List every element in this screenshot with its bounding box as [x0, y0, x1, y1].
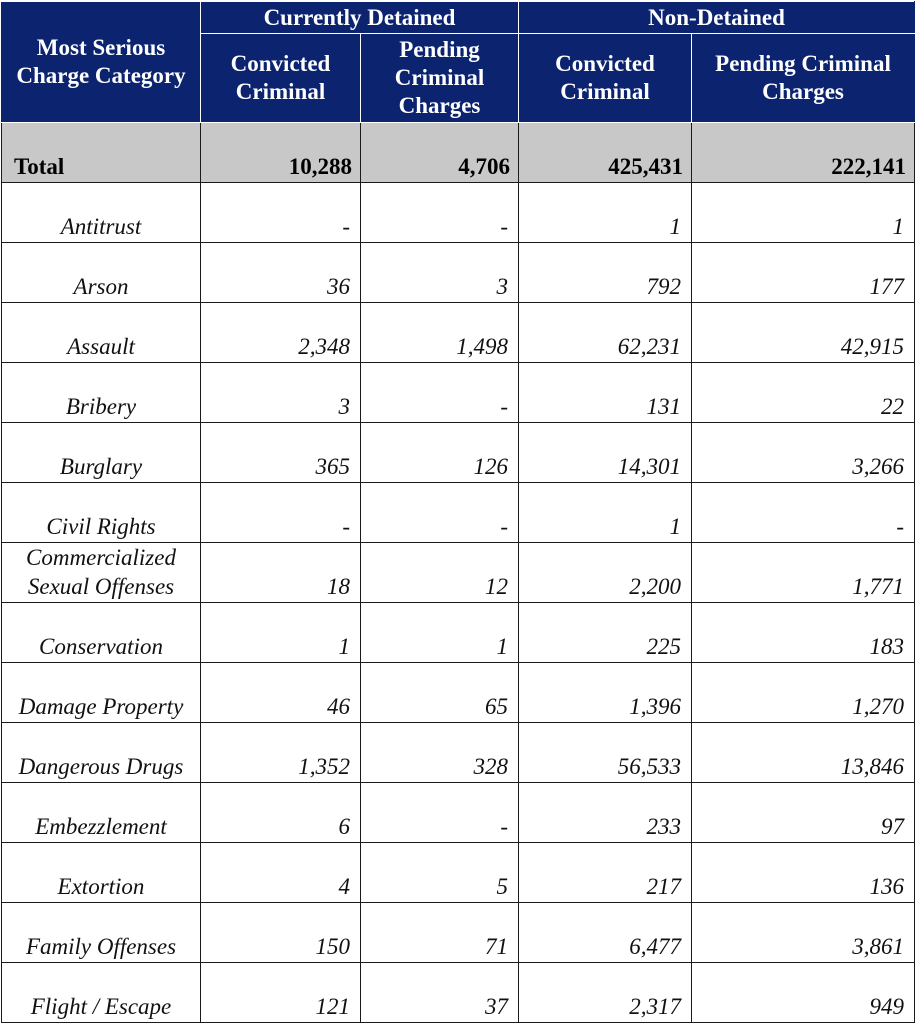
- table-row: [2, 843, 915, 903]
- total-nondetained-convicted: 425,431: [519, 123, 692, 183]
- cell-nondetained-convicted: 2,317: [519, 963, 692, 1023]
- cell-detained-pending: -: [361, 363, 519, 423]
- cell-nondetained-convicted: 1: [519, 483, 692, 543]
- cell-nondetained-pending: 1,771: [692, 543, 915, 603]
- total-detained-convicted: 10,288: [201, 123, 361, 183]
- cell-nondetained-convicted: 14,301: [519, 423, 692, 483]
- cell-detained-convicted: 1,352: [201, 723, 361, 783]
- cell-detained-convicted: 6: [201, 783, 361, 843]
- cell-nondetained-pending: 97: [692, 783, 915, 843]
- total-label: Total: [2, 123, 201, 183]
- cell-detained-convicted: 4: [201, 843, 361, 903]
- cell-detained-convicted: -: [201, 183, 361, 243]
- header-col-nondetained-convicted: Convicted Criminal: [519, 34, 692, 123]
- cell-detained-convicted: 2,348: [201, 303, 361, 363]
- row-label: Assault: [2, 303, 201, 363]
- header-col-nondetained-pending: Pending Criminal Charges: [692, 34, 915, 123]
- total-nondetained-pending: 222,141: [692, 123, 915, 183]
- table-row: [2, 303, 915, 363]
- charges-table: [1, 1, 915, 1023]
- table-body: [2, 123, 915, 1023]
- row-label: Arson: [2, 243, 201, 303]
- cell-nondetained-pending: 949: [692, 963, 915, 1023]
- cell-detained-convicted: 1: [201, 603, 361, 663]
- table-header: [2, 2, 915, 123]
- cell-nondetained-convicted: 225: [519, 603, 692, 663]
- cell-nondetained-convicted: 2,200: [519, 543, 692, 603]
- cell-nondetained-pending: 22: [692, 363, 915, 423]
- cell-nondetained-pending: -: [692, 483, 915, 543]
- table-row: [2, 183, 915, 243]
- cell-nondetained-convicted: 217: [519, 843, 692, 903]
- cell-nondetained-pending: 42,915: [692, 303, 915, 363]
- cell-detained-pending: 71: [361, 903, 519, 963]
- cell-detained-convicted: 365: [201, 423, 361, 483]
- cell-detained-convicted: 150: [201, 903, 361, 963]
- cell-nondetained-convicted: 56,533: [519, 723, 692, 783]
- row-label: Bribery: [2, 363, 201, 423]
- cell-detained-pending: -: [361, 183, 519, 243]
- cell-detained-pending: 3: [361, 243, 519, 303]
- row-label: Extortion: [2, 843, 201, 903]
- row-label: Antitrust: [2, 183, 201, 243]
- cell-nondetained-convicted: 233: [519, 783, 692, 843]
- cell-nondetained-pending: 177: [692, 243, 915, 303]
- cell-detained-pending: 65: [361, 663, 519, 723]
- cell-detained-pending: 12: [361, 543, 519, 603]
- cell-detained-pending: -: [361, 783, 519, 843]
- row-label: Burglary: [2, 423, 201, 483]
- table-row: [2, 483, 915, 543]
- cell-nondetained-convicted: 62,231: [519, 303, 692, 363]
- cell-nondetained-convicted: 1,396: [519, 663, 692, 723]
- header-group-non-detained: Non-Detained: [519, 2, 915, 34]
- cell-detained-pending: 37: [361, 963, 519, 1023]
- cell-nondetained-pending: 1,270: [692, 663, 915, 723]
- table-row: [2, 543, 915, 603]
- table-row: [2, 423, 915, 483]
- total-detained-pending: 4,706: [361, 123, 519, 183]
- cell-nondetained-pending: 3,266: [692, 423, 915, 483]
- row-label: Commercialized Sexual Offenses: [2, 543, 201, 603]
- table-row: [2, 243, 915, 303]
- header-group-currently-detained: Currently Detained: [201, 2, 519, 34]
- table-row: [2, 963, 915, 1023]
- cell-detained-pending: 1: [361, 603, 519, 663]
- cell-detained-convicted: 18: [201, 543, 361, 603]
- row-label: Flight / Escape: [2, 963, 201, 1023]
- cell-detained-pending: 5: [361, 843, 519, 903]
- header-col-detained-convicted: Convicted Criminal: [201, 34, 361, 123]
- table-row: [2, 663, 915, 723]
- cell-nondetained-convicted: 792: [519, 243, 692, 303]
- cell-detained-convicted: -: [201, 483, 361, 543]
- cell-detained-convicted: 36: [201, 243, 361, 303]
- table-row: [2, 603, 915, 663]
- header-col-detained-pending: Pending Criminal Charges: [361, 34, 519, 123]
- cell-nondetained-convicted: 6,477: [519, 903, 692, 963]
- row-label: Family Offenses: [2, 903, 201, 963]
- cell-nondetained-pending: 183: [692, 603, 915, 663]
- row-label: Civil Rights: [2, 483, 201, 543]
- cell-detained-pending: 126: [361, 423, 519, 483]
- cell-detained-convicted: 121: [201, 963, 361, 1023]
- cell-nondetained-pending: 13,846: [692, 723, 915, 783]
- cell-nondetained-pending: 1: [692, 183, 915, 243]
- cell-nondetained-convicted: 131: [519, 363, 692, 423]
- cell-detained-convicted: 3: [201, 363, 361, 423]
- header-category: Most Serious Charge Category: [2, 2, 201, 123]
- row-label: Embezzlement: [2, 783, 201, 843]
- row-label: Conservation: [2, 603, 201, 663]
- table-row: [2, 363, 915, 423]
- cell-detained-convicted: 46: [201, 663, 361, 723]
- cell-detained-pending: -: [361, 483, 519, 543]
- row-label: Damage Property: [2, 663, 201, 723]
- cell-detained-pending: 1,498: [361, 303, 519, 363]
- cell-nondetained-pending: 3,861: [692, 903, 915, 963]
- cell-detained-pending: 328: [361, 723, 519, 783]
- cell-nondetained-pending: 136: [692, 843, 915, 903]
- table-row: [2, 723, 915, 783]
- row-label: Dangerous Drugs: [2, 723, 201, 783]
- table-row: [2, 783, 915, 843]
- table-row: [2, 903, 915, 963]
- total-row: [2, 123, 915, 183]
- cell-nondetained-convicted: 1: [519, 183, 692, 243]
